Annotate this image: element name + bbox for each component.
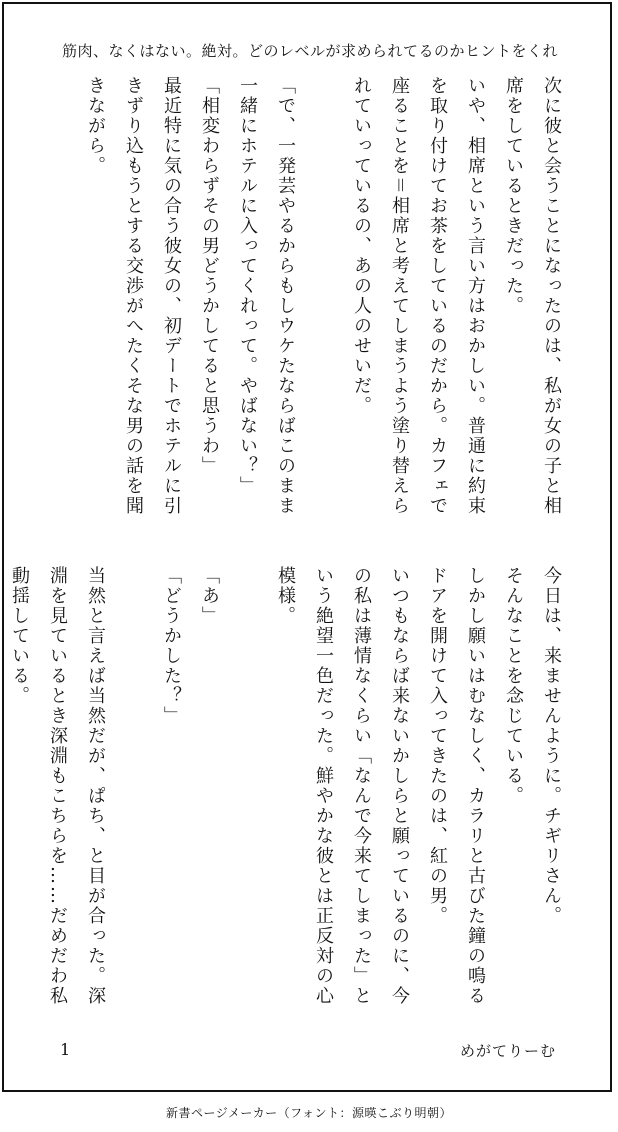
paragraph: 当然と言えば当然だが、ぱち、と目が合った。深淵を見ているとき深淵もこちらを……だめだわ私動揺している。 [9,566,106,1006]
paragraph: 「で、一発芸やるからもしウケたならばこのまま一緒にホテルに入ってくれって。やばない？」 [237,76,296,516]
paragraph: そんなことを念じている。 [503,566,524,806]
vertical-text-block-bottom [9,566,570,1016]
paragraph: 次に彼と会うことになったのは、私が女の子と相席をしているときだった。 [503,76,562,516]
page-frame [2,2,612,1092]
paragraph: しかし願いはむなしく、カラリと古びた鐘の鳴るドアを開けて入ってきたのは、紅の男。 [427,566,486,1006]
paragraph: 「あ」 [199,566,220,626]
page-number: 1 [60,1040,71,1059]
paragraph: いや、相席という言い方はおかしい。普通に約束を取り付けてお茶をしているのだから。カフェで座ることを＝相席と考えてしまうよう塗り替えられていっているの、あの人のせいだ。 [351,76,486,516]
paragraph: いつもならば来ないかしらと願っているのに、今の私は薄情なくらい「なんで今来てしまった」という絶望一色だった。鮮やかな彼とは正反対の心模様。 [275,566,410,1006]
paragraph: 今日は、来ませんように。チギリさん。 [541,566,562,926]
page-header-title: 筋肉、なくはない。絶対。どのレベルが求められてるのかヒントをくれ [62,42,559,60]
paragraph: 「相変わらずその男どうかしてると思うわ」 [199,76,220,476]
paragraph: 最近特に気の合う彼女の、初デートでホテルに引きずり込もうとする交渉がへたくそな男の話を聞きながら。 [85,76,182,516]
footer-credit: 新書ページメーカー（フォント：源暎こぶり明朝） [165,1106,453,1120]
vertical-text-block-top [50,76,570,531]
paragraph: 「どうかした？」 [161,566,182,726]
author-name: めがてりーむ [459,1042,556,1060]
